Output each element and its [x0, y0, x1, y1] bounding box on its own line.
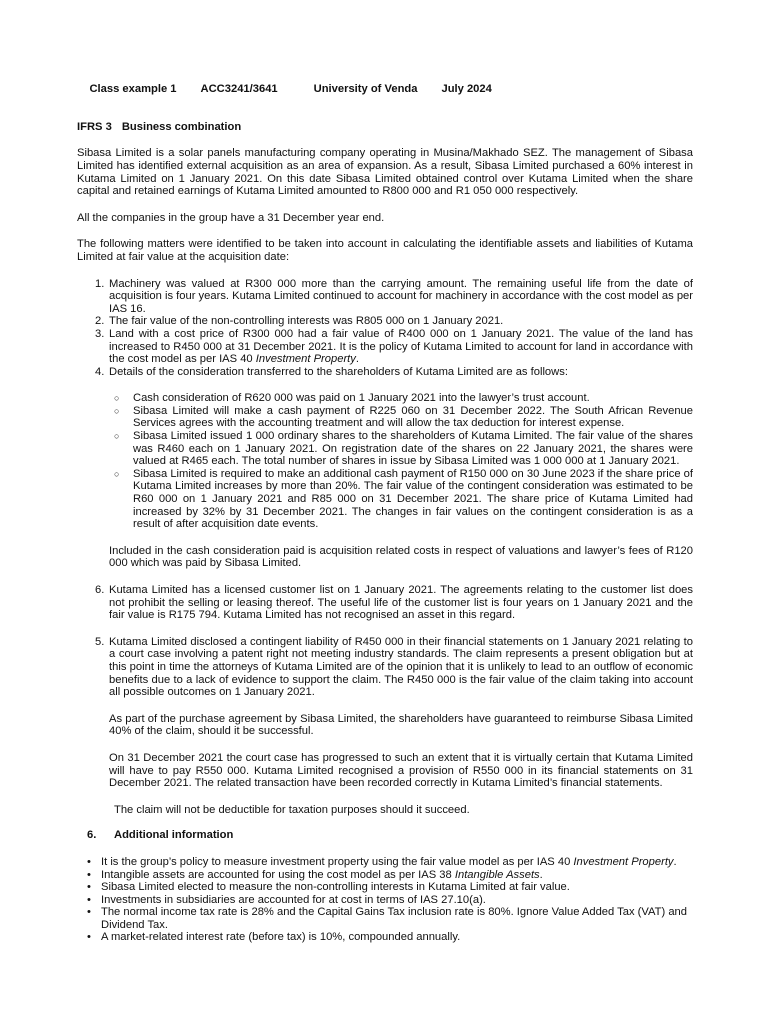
list-number: 1. [95, 277, 105, 290]
consideration-item [77, 468, 693, 531]
document-page [77, 70, 693, 955]
list-item-text: Land with a cost price of R300 000 had a fair value of R400 000 on 1 January 2021. The value of the land has increased to R450 000 at 31 December 2021. It is the policy of Kutama Limited to account for land in accordance with the cost model as per IAS 40 [109, 327, 693, 366]
intro-paragraph: Sibasa Limited is a solar panels manufacturing company operating in Musina/Makhado SEZ. The management of Sibasa Limited has identified external acquisition as an area of expansion. As a result, Sibasa Limited purchased a 60% interest in Kutama Limited on 1 January 2021. On this date Sibasa Limited obtained control over Kutama Limited when the share capital and retained earnings of Kutama Limited amounted to R800 000 and R1 050 000 respectively. [77, 147, 693, 198]
acquisition-costs-paragraph: Included in the cash consideration paid is acquisition related costs in respect of valuations and lawyer’s fees of R120 000 which was paid by Sibasa Limited. [109, 544, 693, 570]
bullet-item [77, 856, 693, 869]
bullet-icon: • [87, 855, 91, 868]
bullet-icon: • [87, 893, 91, 906]
list-item-suffix: . [355, 353, 359, 366]
tax-note-paragraph: The claim will not be deductible for taxation purposes should it succeed. [114, 803, 470, 816]
bullet-item [77, 931, 693, 944]
list-item [77, 584, 693, 622]
list-item [77, 328, 693, 366]
list-number: 4. [95, 365, 105, 378]
document-header [77, 70, 693, 108]
circle-bullet-icon: ○ [114, 431, 120, 442]
guarantee-paragraph: As part of the purchase agreement by Sibasa Limited, the shareholders have guaranteed to reimburse Sibasa Limited 40% of the claim, should it be successful. [109, 712, 693, 738]
bullet-italic: Investment Property [573, 855, 674, 868]
document-subtitle [77, 121, 693, 134]
circle-bullet-icon: ○ [114, 405, 120, 416]
bullet-text: Investments in subsidiaries are accounted for at cost in terms of IAS 27.10(a). [101, 893, 486, 906]
topic-label: Business combination [121, 120, 242, 133]
consideration-item [77, 430, 693, 468]
list-item-text: Machinery was valued at R300 000 more than the carrying amount. The remaining useful life from the date of acquisition is four years. Kutama Limited continued to account for machinery in accordance with the cost model as per IAS 16. [109, 277, 693, 315]
list-number: 3. [95, 327, 105, 340]
course-code: ACC3241/3641 [200, 82, 278, 95]
bullet-icon: • [87, 881, 91, 894]
matters-intro-paragraph: The following matters were identified to be taken into account in calculating the identifiable assets and liabilities of Kutama Limited at fair value at the acquisition date: [77, 238, 693, 263]
bullet-suffix: . [673, 855, 677, 868]
bullet-item [77, 881, 693, 894]
bullet-text: It is the group’s policy to measure investment property using the fair value model as per IAS 40 [101, 855, 574, 868]
bullet-item [77, 869, 693, 882]
additional-info-list [77, 856, 693, 944]
section-title: Additional information [114, 829, 234, 842]
consideration-list [77, 392, 693, 531]
standard-label: IFRS 3 [77, 120, 112, 133]
consideration-text: Cash consideration of R620 000 was paid on 1 January 2021 into the lawyer’s trust account. [133, 392, 590, 405]
bullet-icon: • [87, 868, 91, 881]
consideration-text: Sibasa Limited issued 1 000 ordinary shares to the shareholders of Kutama Limited. The fair value of the shares was R460 each on 1 January 2021. On registration date of the shares on 22 January 2021, the shares were valued at R465 each. The total number of shares in issue by Sibasa Limited was 1 000 000 at 1 January 2021. [133, 430, 693, 468]
bullet-italic: Intangible Assets [454, 868, 540, 881]
list-number: 6. [95, 584, 105, 596]
list-item [77, 636, 693, 699]
consideration-item [77, 405, 693, 430]
matters-list [77, 278, 693, 379]
list-item-text: Kutama Limited has a licensed customer list on 1 January 2021. The agreements relating to the customer list does not prohibit the selling or leasing thereof. The useful life of the customer list is four years on 1 January 2021 and the fair value is R175 794. Kutama Limited has not recognised an asset in this regard. [109, 584, 693, 622]
court-update-paragraph: On 31 December 2021 the court case has progressed to such an extent that it is virtually certain that Kutama Limited will have to pay R550 000. Kutama Limited recognised a provision of R550 000 in its financial statements on 31 December 2021. The related transaction have been recorded correctly in Kutama Limited’s financial statements. [109, 751, 693, 790]
bullet-icon: • [87, 906, 91, 919]
year-end-paragraph: All the companies in the group have a 31 December year end. [77, 211, 385, 224]
list-item-text: Details of the consideration transferred to the shareholders of Kutama Limited are as follows: [109, 365, 568, 378]
list-item-text: Kutama Limited disclosed a contingent liability of R450 000 in their financial statements on 1 January 2021 relating to a court case involving a patent right not meeting industry standards. The claim represents a present obligation but at this point in time the attorneys of Kutama Limited are of the opinion that it is unlikely to lead to an outflow of economic benefits due to a lack of evidence to support the claim. The R450 000 is the fair value of the claim taking into account all possible outcomes on 1 January 2021. [109, 635, 693, 699]
list-number: 5. [95, 635, 105, 648]
bullet-text: Intangible assets are accounted for using the cost model as per IAS 38 [101, 868, 455, 881]
circle-bullet-icon: ○ [114, 468, 120, 479]
bullet-text: The normal income tax rate is 28% and the Capital Gains Tax inclusion rate is 80%. Ignore Value Added Tax (VAT) and Dividend Tax. [101, 906, 687, 931]
consideration-text: Sibasa Limited will make a cash payment of R225 060 on 31 December 2022. The South African Revenue Services agrees with the accounting treatment and will allow the tax deduction for interest expense. [133, 404, 693, 430]
university-name: University of Venda [313, 82, 418, 95]
bullet-item [77, 906, 693, 931]
consideration-text: Sibasa Limited is required to make an additional cash payment of R150 000 on 30 June 2023 if the share price of Kutama Limited increases by more than 20%. The fair value of the contingent consideration was estimated to be R60 000 on 1 January 2021 and R85 000 on 31 December 2021. The share price of Kutama Limited had increased by 32% by 31 December 2021. The changes in fair values on the contingent consideration is as a result of after acquisition date events. [133, 467, 693, 531]
list-item [77, 366, 693, 379]
list-number: 2. [95, 315, 105, 328]
class-example-label: Class example 1 [89, 82, 177, 95]
bullet-suffix: . [539, 868, 543, 881]
section-heading [77, 829, 693, 842]
bullet-text: Sibasa Limited elected to measure the non-controlling interests in Kutama Limited at fair value. [101, 881, 570, 894]
list-item-italic: Investment Property [255, 353, 356, 366]
list-item [77, 278, 693, 316]
consideration-item [77, 392, 693, 405]
bullet-icon: • [87, 931, 91, 944]
list-item-text: The fair value of the non-controlling interests was R805 000 on 1 January 2021. [109, 315, 504, 328]
document-date: July 2024 [441, 82, 492, 95]
list-item [77, 315, 693, 328]
circle-bullet-icon: ○ [114, 393, 120, 404]
bullet-text: A market-related interest rate (before tax) is 10%, compounded annually. [101, 931, 461, 944]
section-number: 6. [87, 829, 97, 842]
bullet-item [77, 894, 693, 907]
